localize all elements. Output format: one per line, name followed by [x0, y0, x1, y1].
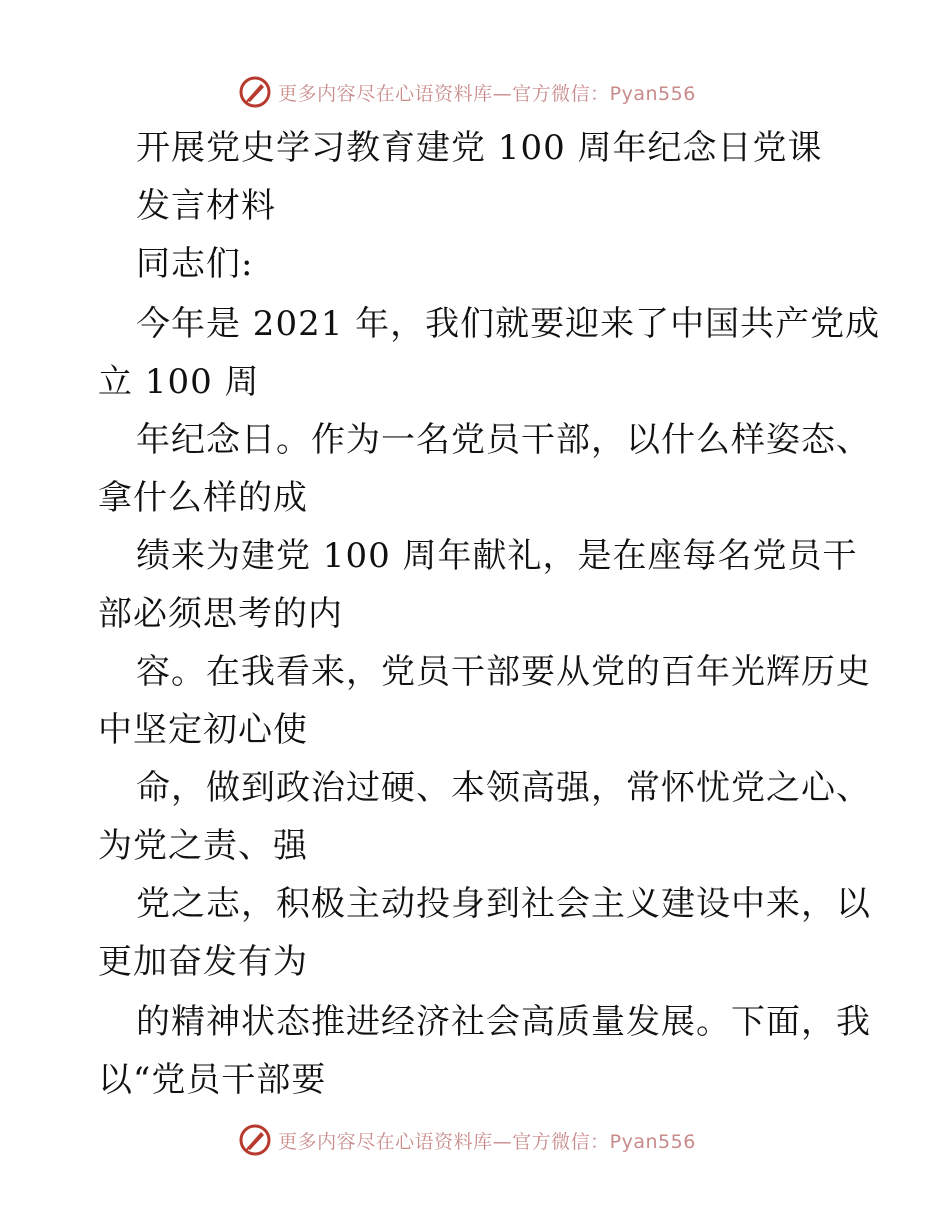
paragraph-line: 以“党员干部要: [98, 1060, 327, 1100]
banner-separator: —: [492, 82, 513, 105]
footer-banner: [0, 1120, 950, 1160]
paragraph-line: 立 100 周: [98, 362, 260, 402]
banner-main-text: 更多内容尽在心语资料库: [278, 1130, 493, 1153]
banner-wechat-text: 官方微信：Pyan556: [512, 1130, 696, 1153]
paragraph-line: 命，做到政治过硬、本领高强，常怀忧党之心、: [136, 768, 871, 808]
paragraph-line: 为党之责、强: [98, 826, 308, 866]
salutation: 同志们:: [136, 244, 254, 284]
footer-banner-content: [238, 1123, 696, 1157]
paragraph-line: 拿什么样的成: [98, 478, 308, 518]
banner-separator: —: [492, 1130, 513, 1153]
paragraph-line: 党之志，积极主动投身到社会主义建设中来，以: [136, 884, 871, 924]
paragraph-line: 容。在我看来，党员干部要从党的百年光辉历史: [136, 652, 871, 692]
red-quill-logo-icon: [238, 1123, 272, 1157]
paragraph-line: 部必须思考的内: [98, 594, 343, 634]
paragraph-line: 绩来为建党 100 周年献礼，是在座每名党员干: [136, 536, 858, 576]
paragraph-line: 的精神状态推进经济社会高质量发展。下面，我: [136, 1002, 871, 1042]
banner-main-text: 更多内容尽在心语资料库: [278, 82, 493, 105]
document-title-line-2: 发言材料: [136, 186, 276, 226]
paragraph-line: 年纪念日。作为一名党员干部，以什么样姿态、: [136, 420, 871, 460]
paragraph-line: 今年是 2021 年，我们就要迎来了中国共产党成: [136, 304, 881, 344]
document-title-line-1: 开展党史学习教育建党 100 周年纪念日党课: [136, 128, 823, 168]
paragraph-line: 中坚定初心使: [98, 710, 308, 750]
banner-wechat-text: 官方微信：Pyan556: [512, 82, 696, 105]
banner-text: [278, 1127, 696, 1154]
paragraph-line: 更加奋发有为: [98, 942, 308, 982]
